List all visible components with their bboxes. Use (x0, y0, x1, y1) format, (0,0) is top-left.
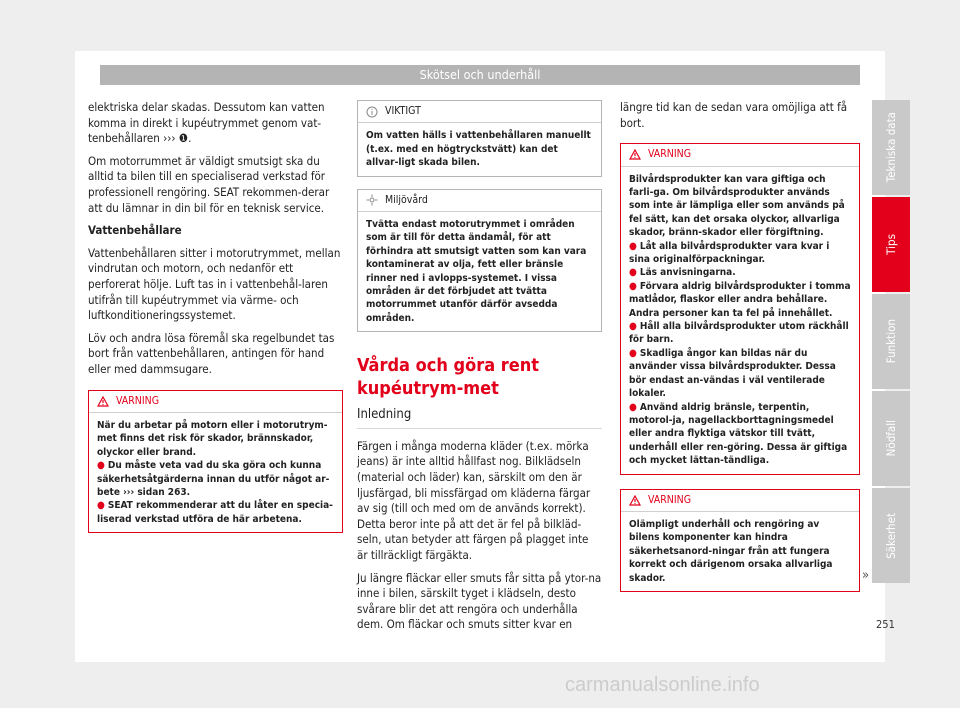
tab-nodfall[interactable]: Nödfall (872, 391, 910, 486)
warning-bullet: ● Läs anvisningarna. (629, 267, 736, 279)
warning-box (88, 390, 343, 534)
column-1 (88, 100, 343, 533)
tab-funktion[interactable]: Funktion (872, 294, 910, 389)
environment-text: Tvätta endast motorutrymmet i områden som är till för detta ändamål, för att förhindra att smutsigt vatten som kan vara kontaminerat av olja, fett eller bränsle rinner ned i avlopps-systemet. I vissa områden är det förbjudet att tvätta motorrummet utanför därför avsedda områden. (366, 219, 587, 324)
info-circle-icon (366, 106, 378, 118)
paragraph: Ju längre fläckar eller smuts får sitta på ytor-na inne i bilen, särskilt tyget i klädseln, desto svårare blir det att rengöra och underhålla dem. Om fläckar och smuts sitter kvar en (357, 570, 602, 632)
environment-box (357, 189, 602, 333)
bullet-text: Håll alla bilvårdsprodukter utom räckhåll för barn. (629, 321, 849, 346)
warning-text: Olämpligt underhåll och rengöring av bilens komponenter kan hindra säkerhetsanord-ningar från att fungera korrekt och därigenom orsaka allvarliga skador. (629, 518, 833, 584)
paragraph: Vattenbehållaren sitter i motorutrymmet, mellan vindrutan och motorn, och nedanför ett perforerat hölje. Luft tas in i vattenbehål-laren utifrån till kupéutrymmet via värme- och luftkonditioneringssystemet. (88, 245, 341, 323)
column-2 (357, 100, 602, 640)
warning-triangle-icon (629, 495, 641, 506)
section-subtitle: Inledning (357, 407, 602, 429)
warning-header (621, 144, 859, 166)
tab-tekniska-data[interactable]: Tekniska data (872, 100, 910, 195)
paragraph: Färgen i många moderna kläder (t.ex. mörka jeans) är inte alltid hållfast nog. Bilklädseln (material och läder) kan, särskilt om den är ljusfärgad, bli missfärgad om kläderna färgar av sig (till och med om de används korrekt). Detta beror inte på att det är fel på bilkläd-seln, utan betyder att färgen på plagget inte är tillräckligt färgäkta. (357, 438, 591, 563)
paragraph: Löv och andra lösa föremål ska regelbundet tas bort från vattenbehållaren, antingen för hand eller med dammsugare. (88, 330, 335, 376)
warning-bullet: ● Du måste veta vad du ska göra och kunna säkerhetsåtgärderna innan du utför något ar-bete ››› sidan 263. (97, 460, 330, 498)
warning-box (620, 143, 860, 474)
bullet-text: Förvara aldrig bilvårdsprodukter i tomma matlådor, flaskor eller andra behållare. Andra personer kan ta fel på innehållet. (629, 280, 851, 319)
page-header: Skötsel och underhåll (100, 65, 860, 85)
leaf-icon (366, 194, 378, 206)
warning-label: VARNING (648, 148, 692, 161)
warning-header (89, 391, 342, 413)
warning-bullet: ● SEAT rekommenderar att du låter en specia-liserad verkstad utföra de här arbetena. (97, 500, 333, 525)
notice-label: VIKTIGT (385, 105, 421, 117)
environment-header (358, 190, 601, 212)
paragraph: Om motorrummet är väldigt smutsigt ska du alltid ta bilen till en specialiserad verkstad för professionell rengöring. SEAT rekommen-derar att du lämnar in din bil för en teknisk service. (88, 153, 330, 215)
warning-label: VARNING (116, 394, 160, 407)
warning-label: VARNING (648, 493, 692, 506)
warning-text: Bilvårdsprodukter kan vara giftiga och farli-ga. Om bilvårdsprodukter används som inte är lämpliga eller som används på fel sätt, kan det orsaka olyckor, allvarliga skador, bränn-skador eller förgiftning. (629, 173, 845, 239)
warning-bullet: ● Förvara aldrig bilvårdsprodukter i tomma matlådor, flaskor eller andra behållare. Andra personer kan ta fel på innehållet. (629, 280, 851, 319)
notice-box (357, 100, 602, 177)
chapter-tabs (872, 100, 910, 585)
bullet-text: Du måste veta vad du ska göra och kunna säkerhetsåtgärderna innan du utför något ar-bete ››› sidan 263. (97, 460, 330, 498)
tab-sakerhet[interactable]: Säkerhet (872, 488, 910, 583)
continue-mark: » (862, 568, 870, 583)
warning-bullet: ● Låt alla bilvårdsprodukter vara kvar i sina originalförpackningar. (629, 240, 830, 266)
warning-triangle-icon (629, 149, 641, 160)
bullet-text: Låt alla bilvårdsprodukter vara kvar i sina originalförpackningar. (629, 240, 830, 266)
warning-text: När du arbetar på motorn eller i motorutrym-met finns det risk för skador, brännskador, olyckor eller brand. (97, 419, 328, 458)
bullet-text: SEAT rekommenderar att du låter en specia-liserad verkstad utföra de här arbetena. (97, 500, 333, 525)
environment-label: Miljövård (385, 193, 428, 206)
bullet-text: Skadliga ångor kan bildas när du använder vissa bilvårdsprodukter. Dessa bör endast an-vändas i väl ventilerade lokaler. (629, 347, 836, 400)
notice-text: Om vatten hälls i vattenbehållaren manuellt (t.ex. med en högtryckstvätt) kan det allvar-ligt skada bilen. (366, 130, 591, 169)
warning-bullet: ● Använd aldrig bränsle, terpentin, motorol-ja, nagellackborttagningsmedel eller andra flyktiga vätskor till tvätt, underhåll eller ren-göring. Dessa är giftiga och mycket lättan-tändliga. (629, 401, 848, 467)
warning-header (621, 490, 859, 512)
bullet-text: Läs anvisningarna. (639, 267, 736, 279)
warning-triangle-icon (97, 396, 109, 407)
warning-bullet: ● Håll alla bilvårdsprodukter utom räckhåll för barn. (629, 321, 849, 346)
subheading: Vattenbehållare (88, 223, 182, 238)
warning-box (620, 489, 860, 592)
notice-header (358, 101, 601, 123)
page-number: 251 (876, 618, 895, 631)
paragraph: elektriska delar skadas. Dessutom kan vatten komma in direkt i kupéutrymmet genom vat-tenbehållaren ››› ❶. (88, 100, 325, 146)
section-title: Vårda och göra rent kupéutrym-met (357, 355, 540, 400)
column-3 (620, 100, 860, 592)
tab-tips[interactable]: Tips (872, 197, 910, 292)
bullet-text: Använd aldrig bränsle, terpentin, motorol-ja, nagellackborttagningsmedel eller andra flyktiga vätskor till tvätt, underhåll eller ren-göring. Dessa är giftiga och mycket lättan-tändliga. (629, 401, 848, 467)
watermark: carmanualsonline.info (565, 674, 760, 696)
warning-bullet: ● Skadliga ångor kan bildas när du använder vissa bilvårdsprodukter. Dessa bör endast an-vändas i väl ventilerade lokaler. (629, 347, 836, 400)
paragraph: längre tid kan de sedan vara omöjliga att få bort. (620, 100, 848, 130)
